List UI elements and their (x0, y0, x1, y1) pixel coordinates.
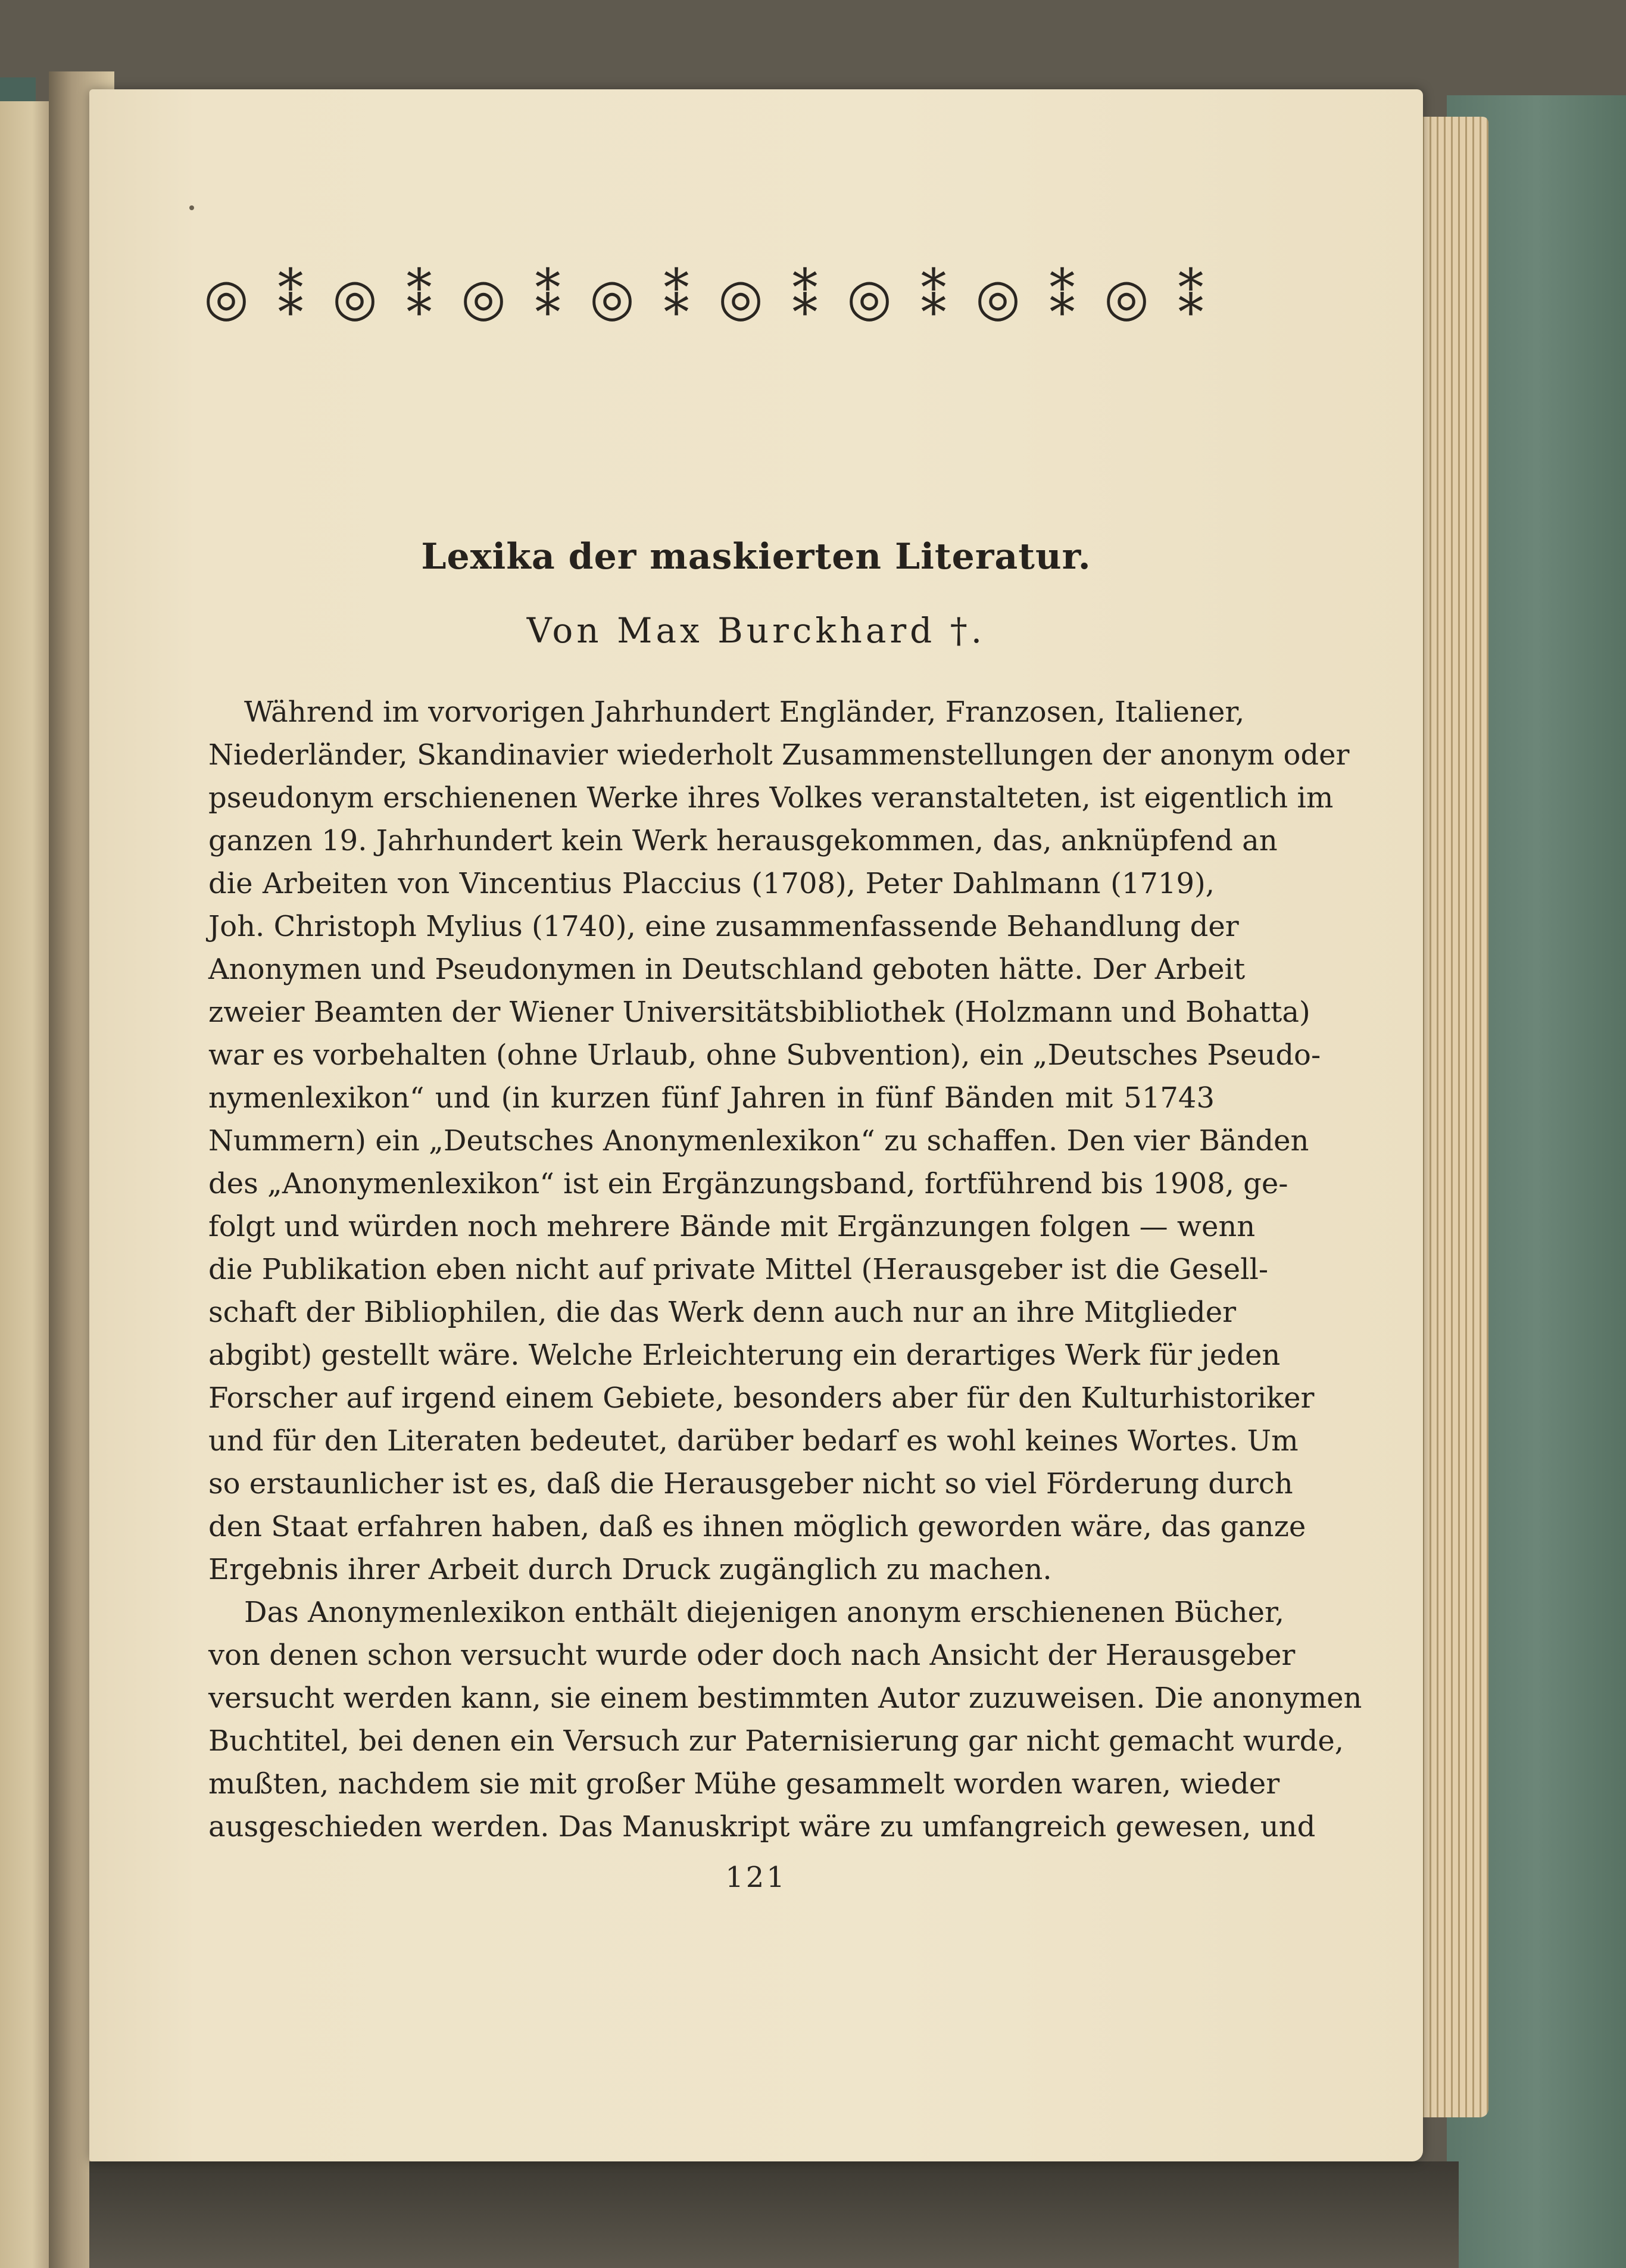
article-author: Von Max Burckhard †. (526, 610, 986, 651)
swirl-ornament-icon: ◎ (1104, 268, 1149, 327)
text-line: die Arbeiten von Vincentius Placcius (1708), Peter Dahlmann (1719), (208, 867, 1215, 900)
fleuron-ornament-icon: ⁑ (1178, 268, 1204, 327)
fleuron-ornament-icon: ⁑ (535, 268, 561, 327)
text-line: zweier Beamten der Wiener Universitätsbibliothek (Holzmann und Bohatta) (208, 996, 1310, 1029)
fleuron-ornament-icon: ⁑ (920, 268, 947, 327)
text-line: des „Anonymenlexikon“ ist ein Ergänzungsband, fortführend bis 1908, ge- (208, 1167, 1288, 1200)
swirl-ornament-icon: ◎ (589, 268, 635, 327)
text-line: Das Anonymenlexikon enthält diejenigen anonym erschienenen Bücher, (244, 1596, 1284, 1629)
swirl-ornament-icon: ◎ (332, 268, 377, 327)
text-line: von denen schon versucht wurde oder doch nach Ansicht der Herausgeber (208, 1639, 1296, 1672)
text-line: mußten, nachdem sie mit großer Mühe gesammelt worden waren, wieder (208, 1767, 1280, 1801)
article-title: Lexika der maskierten Literatur. (421, 536, 1091, 578)
text-line: den Staat erfahren haben, daß es ihnen möglich geworden wäre, das ganze (208, 1510, 1306, 1543)
left-facing-page (0, 101, 54, 2268)
text-line: pseudonym erschienenen Werke ihres Volkes veranstalteten, ist eigentlich im (208, 781, 1334, 815)
text-line: die Publikation eben nicht auf private Mittel (Herausgeber ist die Gesell- (208, 1253, 1269, 1286)
swirl-ornament-icon: ◎ (204, 268, 249, 327)
fleuron-ornament-icon: ⁑ (277, 268, 304, 327)
text-line: Anonymen und Pseudonymen in Deutschland geboten hätte. Der Arbeit (208, 953, 1246, 986)
text-line: Joh. Christoph Mylius (1740), eine zusammenfassende Behandlung der (208, 910, 1239, 943)
swirl-ornament-icon: ◎ (461, 268, 506, 327)
text-line: war es vorbehalten (ohne Urlaub, ohne Subvention), ein „Deutsches Pseudo- (208, 1038, 1321, 1072)
fleuron-ornament-icon: ⁑ (792, 268, 818, 327)
text-line: Ergebnis ihrer Arbeit durch Druck zugänglich zu machen. (208, 1553, 1052, 1586)
text-line: Forscher auf irgend einem Gebiete, besonders aber für den Kulturhistoriker (208, 1381, 1315, 1415)
text-line: ganzen 19. Jahrhundert kein Werk herausgekommen, das, anknüpfend an (208, 824, 1278, 857)
text-line: nymenlexikon“ und (in kurzen fünf Jahren in fünf Bänden mit 51743 (208, 1081, 1215, 1115)
text-line: und für den Literaten bedeutet, darüber bedarf es wohl keines Wortes. Um (208, 1424, 1299, 1458)
text-line: so erstaunlicher ist es, daß die Herausgeber nicht so viel Förderung durch (208, 1467, 1293, 1500)
fleuron-ornament-icon: ⁑ (406, 268, 432, 327)
text-line: schaft der Bibliophilen, die das Werk denn auch nur an ihre Mitglieder (208, 1296, 1237, 1329)
bottom-shadow (89, 2161, 1459, 2268)
text-line: Buchtitel, bei denen ein Versuch zur Paternisierung gar nicht gemacht wurde, (208, 1724, 1344, 1758)
text-line: Niederländer, Skandinavier wiederholt Zusammenstellungen der anonym oder (208, 738, 1350, 772)
page-number: 121 (725, 1861, 787, 1894)
text-line: folgt und würden noch mehrere Bände mit Ergänzungen folgen — wenn (208, 1210, 1256, 1243)
paper-speck (189, 205, 194, 210)
article-body (208, 691, 1362, 1848)
swirl-ornament-icon: ◎ (847, 268, 892, 327)
text-line: versucht werden kann, sie einem bestimmten Autor zuzuweisen. Die anonymen (208, 1681, 1362, 1715)
text-line: abgibt) gestellt wäre. Welche Erleichterung ein derartiges Werk für jeden (208, 1339, 1281, 1372)
text-line: Während im vorvorigen Jahrhundert Engländer, Franzosen, Italiener, (244, 695, 1245, 729)
swirl-ornament-icon: ◎ (718, 268, 763, 327)
page-edges (1417, 117, 1488, 2117)
ornament-border (196, 262, 1221, 333)
text-line: Nummern) ein „Deutsches Anonymenlexikon“ zu schaffen. Den vier Bänden (208, 1124, 1309, 1158)
swirl-ornament-icon: ◎ (975, 268, 1020, 327)
fleuron-ornament-icon: ⁑ (663, 268, 689, 327)
fleuron-ornament-icon: ⁑ (1049, 268, 1075, 327)
text-line: ausgeschieden werden. Das Manuskript wäre zu umfangreich gewesen, und (208, 1810, 1316, 1843)
